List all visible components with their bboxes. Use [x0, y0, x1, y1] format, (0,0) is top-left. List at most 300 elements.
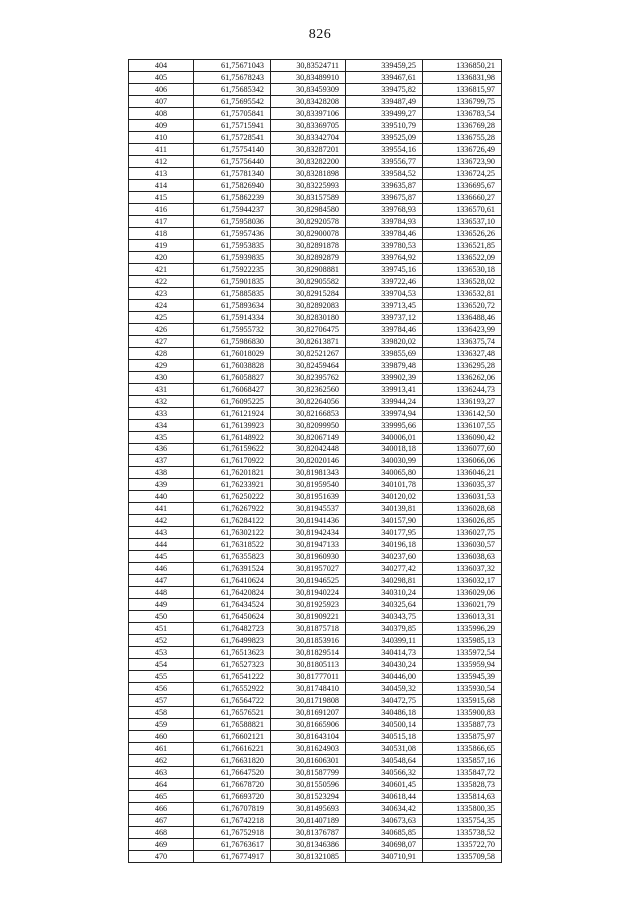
- x-coordinate-cell: 340430,24: [346, 659, 423, 671]
- y-coordinate-cell: 1336107,55: [423, 419, 502, 431]
- y-coordinate-cell: 1336520,72: [423, 299, 502, 311]
- table-row: [129, 131, 502, 143]
- table-row: [129, 191, 502, 203]
- x-coordinate-cell: 340298,81: [346, 575, 423, 587]
- y-coordinate-cell: 1336831,98: [423, 71, 502, 83]
- point-number-cell: 411: [129, 143, 194, 155]
- x-coordinate-cell: 340566,32: [346, 767, 423, 779]
- latitude-cell: 61,76018029: [194, 347, 271, 359]
- point-number-cell: 453: [129, 647, 194, 659]
- longitude-cell: 30,82920578: [271, 215, 346, 227]
- longitude-cell: 30,83369705: [271, 119, 346, 131]
- longitude-cell: 30,81946525: [271, 575, 346, 587]
- y-coordinate-cell: 1336783,54: [423, 107, 502, 119]
- x-coordinate-cell: 340310,24: [346, 587, 423, 599]
- point-number-cell: 409: [129, 119, 194, 131]
- longitude-cell: 30,82892083: [271, 299, 346, 311]
- x-coordinate-cell: 340414,73: [346, 647, 423, 659]
- longitude-cell: 30,81587799: [271, 767, 346, 779]
- x-coordinate-cell: 340101,78: [346, 479, 423, 491]
- table-row: [129, 755, 502, 767]
- point-number-cell: 438: [129, 467, 194, 479]
- x-coordinate-cell: 339995,66: [346, 419, 423, 431]
- point-number-cell: 435: [129, 431, 194, 443]
- x-coordinate-cell: 339764,92: [346, 251, 423, 263]
- table-row: [129, 455, 502, 467]
- x-coordinate-cell: 339722,46: [346, 275, 423, 287]
- coordinates-table-body: [129, 60, 502, 863]
- latitude-cell: 61,76391524: [194, 563, 271, 575]
- point-number-cell: 427: [129, 335, 194, 347]
- longitude-cell: 30,81875718: [271, 623, 346, 635]
- y-coordinate-cell: 1335930,54: [423, 683, 502, 695]
- point-number-cell: 421: [129, 263, 194, 275]
- point-number-cell: 413: [129, 167, 194, 179]
- table-row: [129, 731, 502, 743]
- table-row: [129, 311, 502, 323]
- longitude-cell: 30,83342704: [271, 131, 346, 143]
- table-row: [129, 275, 502, 287]
- y-coordinate-cell: 1336570,61: [423, 203, 502, 215]
- x-coordinate-cell: 339554,16: [346, 143, 423, 155]
- x-coordinate-cell: 339510,79: [346, 119, 423, 131]
- longitude-cell: 30,81959540: [271, 479, 346, 491]
- y-coordinate-cell: 1336660,27: [423, 191, 502, 203]
- table-row: [129, 539, 502, 551]
- point-number-cell: 458: [129, 707, 194, 719]
- longitude-cell: 30,81951639: [271, 491, 346, 503]
- latitude-cell: 61,76588821: [194, 719, 271, 731]
- x-coordinate-cell: 339635,87: [346, 179, 423, 191]
- table-row: [129, 527, 502, 539]
- y-coordinate-cell: 1335959,94: [423, 659, 502, 671]
- point-number-cell: 457: [129, 695, 194, 707]
- latitude-cell: 61,75958036: [194, 215, 271, 227]
- latitude-cell: 61,76410624: [194, 575, 271, 587]
- y-coordinate-cell: 1336027,75: [423, 527, 502, 539]
- point-number-cell: 428: [129, 347, 194, 359]
- point-number-cell: 436: [129, 443, 194, 455]
- x-coordinate-cell: 340120,02: [346, 491, 423, 503]
- x-coordinate-cell: 340500,14: [346, 719, 423, 731]
- table-row: [129, 239, 502, 251]
- x-coordinate-cell: 340343,75: [346, 611, 423, 623]
- point-number-cell: 437: [129, 455, 194, 467]
- table-row: [129, 359, 502, 371]
- y-coordinate-cell: 1336032,17: [423, 575, 502, 587]
- point-number-cell: 446: [129, 563, 194, 575]
- table-row: [129, 575, 502, 587]
- latitude-cell: 61,75705841: [194, 107, 271, 119]
- point-number-cell: 423: [129, 287, 194, 299]
- longitude-cell: 30,81321085: [271, 850, 346, 862]
- x-coordinate-cell: 340685,85: [346, 827, 423, 839]
- latitude-cell: 61,75754140: [194, 143, 271, 155]
- x-coordinate-cell: 340379,85: [346, 623, 423, 635]
- point-number-cell: 429: [129, 359, 194, 371]
- table-row: [129, 838, 502, 850]
- x-coordinate-cell: 339879,48: [346, 359, 423, 371]
- y-coordinate-cell: 1335996,29: [423, 623, 502, 635]
- table-row: [129, 563, 502, 575]
- point-number-cell: 441: [129, 503, 194, 515]
- y-coordinate-cell: 1336026,85: [423, 515, 502, 527]
- table-row: [129, 683, 502, 695]
- x-coordinate-cell: 340177,95: [346, 527, 423, 539]
- latitude-cell: 61,75914334: [194, 311, 271, 323]
- table-row: [129, 227, 502, 239]
- latitude-cell: 61,76678720: [194, 779, 271, 791]
- latitude-cell: 61,75715941: [194, 119, 271, 131]
- table-row: [129, 695, 502, 707]
- y-coordinate-cell: 1336193,27: [423, 395, 502, 407]
- y-coordinate-cell: 1336726,49: [423, 143, 502, 155]
- y-coordinate-cell: 1335900,83: [423, 707, 502, 719]
- y-coordinate-cell: 1336724,25: [423, 167, 502, 179]
- point-number-cell: 455: [129, 671, 194, 683]
- table-row: [129, 635, 502, 647]
- longitude-cell: 30,81665906: [271, 719, 346, 731]
- latitude-cell: 61,76318522: [194, 539, 271, 551]
- y-coordinate-cell: 1335857,16: [423, 755, 502, 767]
- latitude-cell: 61,76233921: [194, 479, 271, 491]
- table-row: [129, 551, 502, 563]
- x-coordinate-cell: 339855,69: [346, 347, 423, 359]
- longitude-cell: 30,81945537: [271, 503, 346, 515]
- longitude-cell: 30,81624903: [271, 743, 346, 755]
- latitude-cell: 61,76038828: [194, 359, 271, 371]
- y-coordinate-cell: 1336522,09: [423, 251, 502, 263]
- table-row: [129, 143, 502, 155]
- latitude-cell: 61,76552922: [194, 683, 271, 695]
- y-coordinate-cell: 1335709,58: [423, 850, 502, 862]
- y-coordinate-cell: 1336066,06: [423, 455, 502, 467]
- y-coordinate-cell: 1336013,31: [423, 611, 502, 623]
- latitude-cell: 61,76434524: [194, 599, 271, 611]
- y-coordinate-cell: 1336142,50: [423, 407, 502, 419]
- latitude-cell: 61,75953835: [194, 239, 271, 251]
- y-coordinate-cell: 1336815,97: [423, 83, 502, 95]
- point-number-cell: 456: [129, 683, 194, 695]
- table-row: [129, 395, 502, 407]
- latitude-cell: 61,76616221: [194, 743, 271, 755]
- x-coordinate-cell: 340472,75: [346, 695, 423, 707]
- latitude-cell: 61,75939835: [194, 251, 271, 263]
- x-coordinate-cell: 339487,49: [346, 95, 423, 107]
- table-row: [129, 431, 502, 443]
- point-number-cell: 447: [129, 575, 194, 587]
- table-row: [129, 599, 502, 611]
- x-coordinate-cell: 340548,64: [346, 755, 423, 767]
- longitude-cell: 30,81550596: [271, 779, 346, 791]
- latitude-cell: 61,76693720: [194, 791, 271, 803]
- y-coordinate-cell: 1336021,79: [423, 599, 502, 611]
- point-number-cell: 468: [129, 827, 194, 839]
- latitude-cell: 61,75826940: [194, 179, 271, 191]
- table-row: [129, 95, 502, 107]
- y-coordinate-cell: 1336031,53: [423, 491, 502, 503]
- point-number-cell: 445: [129, 551, 194, 563]
- latitude-cell: 61,75685342: [194, 83, 271, 95]
- longitude-cell: 30,82166853: [271, 407, 346, 419]
- latitude-cell: 61,76148922: [194, 431, 271, 443]
- table-row: [129, 803, 502, 815]
- latitude-cell: 61,76170922: [194, 455, 271, 467]
- longitude-cell: 30,82915284: [271, 287, 346, 299]
- y-coordinate-cell: 1336046,21: [423, 467, 502, 479]
- table-row: [129, 287, 502, 299]
- point-number-cell: 431: [129, 383, 194, 395]
- x-coordinate-cell: 339704,53: [346, 287, 423, 299]
- point-number-cell: 451: [129, 623, 194, 635]
- y-coordinate-cell: 1336090,42: [423, 431, 502, 443]
- latitude-cell: 61,75901835: [194, 275, 271, 287]
- longitude-cell: 30,81829514: [271, 647, 346, 659]
- table-row: [129, 167, 502, 179]
- longitude-cell: 30,81346386: [271, 838, 346, 850]
- latitude-cell: 61,75944237: [194, 203, 271, 215]
- longitude-cell: 30,81942434: [271, 527, 346, 539]
- point-number-cell: 425: [129, 311, 194, 323]
- table-row: [129, 791, 502, 803]
- longitude-cell: 30,81853916: [271, 635, 346, 647]
- longitude-cell: 30,81495693: [271, 803, 346, 815]
- latitude-cell: 61,75781340: [194, 167, 271, 179]
- longitude-cell: 30,81957027: [271, 563, 346, 575]
- x-coordinate-cell: 340277,42: [346, 563, 423, 575]
- longitude-cell: 30,82264056: [271, 395, 346, 407]
- table-row: [129, 767, 502, 779]
- table-row: [129, 779, 502, 791]
- x-coordinate-cell: 339745,16: [346, 263, 423, 275]
- longitude-cell: 30,81606301: [271, 755, 346, 767]
- y-coordinate-cell: 1335875,97: [423, 731, 502, 743]
- y-coordinate-cell: 1336799,75: [423, 95, 502, 107]
- table-row: [129, 671, 502, 683]
- point-number-cell: 464: [129, 779, 194, 791]
- point-number-cell: 419: [129, 239, 194, 251]
- y-coordinate-cell: 1336028,68: [423, 503, 502, 515]
- x-coordinate-cell: 339556,77: [346, 155, 423, 167]
- latitude-cell: 61,75756440: [194, 155, 271, 167]
- x-coordinate-cell: 339784,46: [346, 227, 423, 239]
- y-coordinate-cell: 1335887,73: [423, 719, 502, 731]
- longitude-cell: 30,82891878: [271, 239, 346, 251]
- point-number-cell: 432: [129, 395, 194, 407]
- longitude-cell: 30,82908881: [271, 263, 346, 275]
- table-row: [129, 251, 502, 263]
- latitude-cell: 61,75671043: [194, 60, 271, 72]
- point-number-cell: 433: [129, 407, 194, 419]
- latitude-cell: 61,76121924: [194, 407, 271, 419]
- y-coordinate-cell: 1336532,81: [423, 287, 502, 299]
- longitude-cell: 30,82099950: [271, 419, 346, 431]
- longitude-cell: 30,82984580: [271, 203, 346, 215]
- x-coordinate-cell: 339584,52: [346, 167, 423, 179]
- y-coordinate-cell: 1336530,18: [423, 263, 502, 275]
- x-coordinate-cell: 340459,32: [346, 683, 423, 695]
- longitude-cell: 30,82362560: [271, 383, 346, 395]
- latitude-cell: 61,75678243: [194, 71, 271, 83]
- table-row: [129, 347, 502, 359]
- longitude-cell: 30,81981343: [271, 467, 346, 479]
- longitude-cell: 30,82395762: [271, 371, 346, 383]
- table-row: [129, 491, 502, 503]
- x-coordinate-cell: 340139,81: [346, 503, 423, 515]
- table-row: [129, 707, 502, 719]
- table-row: [129, 299, 502, 311]
- point-number-cell: 404: [129, 60, 194, 72]
- table-row: [129, 155, 502, 167]
- y-coordinate-cell: 1335828,73: [423, 779, 502, 791]
- point-number-cell: 460: [129, 731, 194, 743]
- table-row: [129, 743, 502, 755]
- y-coordinate-cell: 1336038,63: [423, 551, 502, 563]
- x-coordinate-cell: 339820,02: [346, 335, 423, 347]
- x-coordinate-cell: 340196,18: [346, 539, 423, 551]
- table-row: [129, 263, 502, 275]
- y-coordinate-cell: 1336769,28: [423, 119, 502, 131]
- y-coordinate-cell: 1336262,06: [423, 371, 502, 383]
- latitude-cell: 61,75986830: [194, 335, 271, 347]
- latitude-cell: 61,75885835: [194, 287, 271, 299]
- point-number-cell: 426: [129, 323, 194, 335]
- table-row: [129, 83, 502, 95]
- point-number-cell: 416: [129, 203, 194, 215]
- table-row: [129, 383, 502, 395]
- y-coordinate-cell: 1336537,10: [423, 215, 502, 227]
- latitude-cell: 61,76564722: [194, 695, 271, 707]
- longitude-cell: 30,82521267: [271, 347, 346, 359]
- point-number-cell: 470: [129, 850, 194, 862]
- x-coordinate-cell: 340399,11: [346, 635, 423, 647]
- x-coordinate-cell: 339499,27: [346, 107, 423, 119]
- table-row: [129, 611, 502, 623]
- longitude-cell: 30,81376787: [271, 827, 346, 839]
- longitude-cell: 30,83489910: [271, 71, 346, 83]
- latitude-cell: 61,76482723: [194, 623, 271, 635]
- latitude-cell: 61,75893634: [194, 299, 271, 311]
- point-number-cell: 424: [129, 299, 194, 311]
- longitude-cell: 30,82020146: [271, 455, 346, 467]
- x-coordinate-cell: 339525,09: [346, 131, 423, 143]
- point-number-cell: 444: [129, 539, 194, 551]
- latitude-cell: 61,76355823: [194, 551, 271, 563]
- x-coordinate-cell: 340065,80: [346, 467, 423, 479]
- table-row: [129, 719, 502, 731]
- point-number-cell: 418: [129, 227, 194, 239]
- point-number-cell: 463: [129, 767, 194, 779]
- table-row: [129, 179, 502, 191]
- longitude-cell: 30,83397106: [271, 107, 346, 119]
- table-row: [129, 107, 502, 119]
- point-number-cell: 410: [129, 131, 194, 143]
- longitude-cell: 30,81960930: [271, 551, 346, 563]
- longitude-cell: 30,82892879: [271, 251, 346, 263]
- x-coordinate-cell: 340006,01: [346, 431, 423, 443]
- y-coordinate-cell: 1336521,85: [423, 239, 502, 251]
- point-number-cell: 434: [129, 419, 194, 431]
- longitude-cell: 30,83157589: [271, 191, 346, 203]
- latitude-cell: 61,76058827: [194, 371, 271, 383]
- point-number-cell: 466: [129, 803, 194, 815]
- latitude-cell: 61,76541222: [194, 671, 271, 683]
- latitude-cell: 61,76527323: [194, 659, 271, 671]
- longitude-cell: 30,82459464: [271, 359, 346, 371]
- y-coordinate-cell: 1336037,32: [423, 563, 502, 575]
- latitude-cell: 61,76139923: [194, 419, 271, 431]
- longitude-cell: 30,82613871: [271, 335, 346, 347]
- point-number-cell: 414: [129, 179, 194, 191]
- table-row: [129, 335, 502, 347]
- latitude-cell: 61,75862239: [194, 191, 271, 203]
- table-row: [129, 647, 502, 659]
- longitude-cell: 30,81748410: [271, 683, 346, 695]
- x-coordinate-cell: 340515,18: [346, 731, 423, 743]
- table-row: [129, 323, 502, 335]
- x-coordinate-cell: 340237,60: [346, 551, 423, 563]
- x-coordinate-cell: 339467,61: [346, 71, 423, 83]
- x-coordinate-cell: 339913,41: [346, 383, 423, 395]
- x-coordinate-cell: 339784,93: [346, 215, 423, 227]
- point-number-cell: 406: [129, 83, 194, 95]
- y-coordinate-cell: 1336035,37: [423, 479, 502, 491]
- latitude-cell: 61,76774917: [194, 850, 271, 862]
- point-number-cell: 469: [129, 838, 194, 850]
- x-coordinate-cell: 340634,42: [346, 803, 423, 815]
- y-coordinate-cell: 1336528,02: [423, 275, 502, 287]
- longitude-cell: 30,81719808: [271, 695, 346, 707]
- table-row: [129, 60, 502, 72]
- y-coordinate-cell: 1336755,28: [423, 131, 502, 143]
- table-row: [129, 827, 502, 839]
- y-coordinate-cell: 1336375,74: [423, 335, 502, 347]
- y-coordinate-cell: 1336423,99: [423, 323, 502, 335]
- x-coordinate-cell: 340601,45: [346, 779, 423, 791]
- x-coordinate-cell: 340446,00: [346, 671, 423, 683]
- latitude-cell: 61,76267922: [194, 503, 271, 515]
- point-number-cell: 442: [129, 515, 194, 527]
- point-number-cell: 412: [129, 155, 194, 167]
- latitude-cell: 61,76284122: [194, 515, 271, 527]
- point-number-cell: 420: [129, 251, 194, 263]
- y-coordinate-cell: 1336244,73: [423, 383, 502, 395]
- point-number-cell: 417: [129, 215, 194, 227]
- point-number-cell: 407: [129, 95, 194, 107]
- x-coordinate-cell: 340618,44: [346, 791, 423, 803]
- table-row: [129, 503, 502, 515]
- longitude-cell: 30,81691207: [271, 707, 346, 719]
- x-coordinate-cell: 339737,12: [346, 311, 423, 323]
- latitude-cell: 61,76707819: [194, 803, 271, 815]
- point-number-cell: 449: [129, 599, 194, 611]
- table-row: [129, 659, 502, 671]
- latitude-cell: 61,76752918: [194, 827, 271, 839]
- x-coordinate-cell: 340157,90: [346, 515, 423, 527]
- longitude-cell: 30,81925923: [271, 599, 346, 611]
- latitude-cell: 61,76159622: [194, 443, 271, 455]
- latitude-cell: 61,76450624: [194, 611, 271, 623]
- coordinates-table: [128, 59, 502, 863]
- point-number-cell: 415: [129, 191, 194, 203]
- x-coordinate-cell: 339675,87: [346, 191, 423, 203]
- longitude-cell: 30,81940224: [271, 587, 346, 599]
- y-coordinate-cell: 1336695,67: [423, 179, 502, 191]
- x-coordinate-cell: 339768,93: [346, 203, 423, 215]
- longitude-cell: 30,82067149: [271, 431, 346, 443]
- longitude-cell: 30,83225993: [271, 179, 346, 191]
- point-number-cell: 443: [129, 527, 194, 539]
